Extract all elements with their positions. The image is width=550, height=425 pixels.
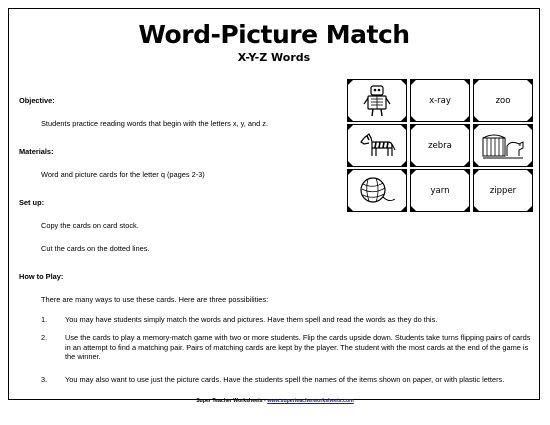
card-picture-zoo xyxy=(473,124,533,167)
page-subtitle: X-Y-Z Words xyxy=(237,51,311,64)
list-item: You may have students simply match the words and pictures. Have them spell and read the words as they do this. xyxy=(65,315,438,324)
robot-xray-icon xyxy=(362,84,392,118)
how-to-play-intro: There are many ways to use these cards. Here are three possibilities: xyxy=(41,295,269,304)
card-word: x-ray xyxy=(429,95,451,106)
objective-heading: Objective: xyxy=(19,96,55,105)
zoo-icon xyxy=(481,132,525,160)
footer-link[interactable]: www.superteacherworksheets.com xyxy=(267,398,354,404)
list-item-number: 2. xyxy=(41,333,48,342)
list-item-number: 3. xyxy=(41,375,48,384)
how-to-play-heading: How to Play: xyxy=(19,272,64,281)
card-word-zoo xyxy=(473,79,533,122)
card-picture-yarn xyxy=(347,169,407,212)
card-picture-xray xyxy=(347,79,407,122)
card-picture-zebra xyxy=(347,124,407,167)
footer-text: Super Teacher Worksheets - xyxy=(196,398,268,404)
card-grid xyxy=(347,79,533,211)
card-word-yarn xyxy=(410,169,470,212)
card-word: yarn xyxy=(430,185,450,196)
materials-heading: Materials: xyxy=(19,147,54,156)
zebra-icon xyxy=(358,132,396,160)
objective-text: Students practice reading words that begin with the letters x, y, and z. xyxy=(41,119,269,128)
card-word-zebra xyxy=(410,124,470,167)
list-item: You may also want to use just the picture cards. Have the students spell the names of the items shown on paper, or with plastic letters. xyxy=(65,375,505,384)
setup-line-1: Copy the cards on card stock. xyxy=(41,221,139,230)
card-word-xray xyxy=(410,79,470,122)
card-word-zipper xyxy=(473,169,533,212)
page-title: Word-Picture Match xyxy=(138,20,410,49)
list-item: Use the cards to play a memory-match game with two or more students. Flip the cards upside down. Students take turns flipping pairs of cards in an attempt to find a matching pair. Pairs of matching cards are kept by the player. The student with the most cards at the end of the game is the winner. xyxy=(65,333,531,361)
setup-heading: Set up: xyxy=(19,198,45,207)
card-word: zipper xyxy=(489,185,517,196)
yarn-ball-icon xyxy=(357,175,397,207)
footer xyxy=(0,398,550,404)
card-word: zoo xyxy=(495,95,511,106)
setup-line-2: Cut the cards on the dotted lines. xyxy=(41,244,150,253)
materials-text: Word and picture cards for the letter q (pages 2-3) xyxy=(41,170,205,179)
worksheet-page xyxy=(8,8,540,400)
list-item-number: 1. xyxy=(41,315,48,324)
card-word: zebra xyxy=(428,140,452,151)
